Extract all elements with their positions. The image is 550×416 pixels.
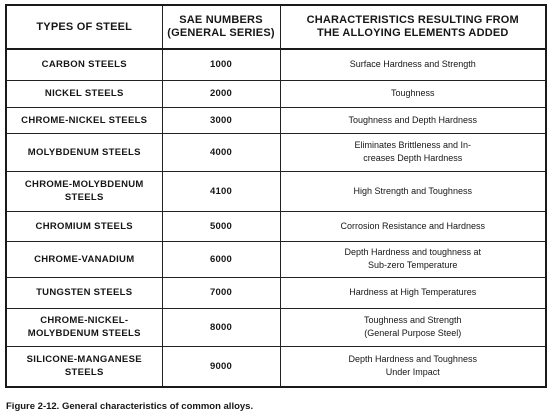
characteristics-cell: Depth Hardness and toughness at Sub-zero Temperature [280,241,546,277]
steel-type-cell: CHROME-VANADIUM [6,241,162,277]
table-row [6,171,546,211]
sae-number-cell: 4100 [162,171,280,211]
table-row [6,308,546,346]
characteristics-cell: Depth Hardness and Toughness Under Impact [280,346,546,387]
table-row [6,80,546,107]
characteristics-cell: Hardness at High Temperatures [280,277,546,308]
steel-type-cell: TUNGSTEN STEELS [6,277,162,308]
steel-type-cell: CARBON STEELS [6,49,162,80]
characteristics-cell: Toughness and Depth Hardness [280,107,546,133]
steel-type-cell: CHROMIUM STEELS [6,211,162,241]
table-row [6,346,546,387]
steel-type-cell: NICKEL STEELS [6,80,162,107]
characteristics-cell: Toughness and Strength (General Purpose Steel) [280,308,546,346]
characteristics-cell: Corrosion Resistance and Hardness [280,211,546,241]
figure-caption: Figure 2-12. General characteristics of common alloys. [6,401,254,412]
sae-number-cell: 1000 [162,49,280,80]
sae-number-cell: 8000 [162,308,280,346]
table-row [6,277,546,308]
steel-type-cell: MOLYBDENUM STEELS [6,133,162,171]
sae-number-cell: 9000 [162,346,280,387]
steel-type-cell: CHROME-MOLYBDENUM STEELS [6,171,162,211]
steel-type-cell: CHROME-NICKEL- MOLYBDENUM STEELS [6,308,162,346]
table-row [6,211,546,241]
alloy-characteristics-table [5,4,547,388]
header-row [6,5,546,49]
steel-type-cell: SILICONE-MANGANESE STEELS [6,346,162,387]
characteristics-cell: High Strength and Toughness [280,171,546,211]
sae-number-cell: 7000 [162,277,280,308]
table-row [6,49,546,80]
header-sae-numbers: SAE NUMBERS (GENERAL SERIES) [162,5,280,49]
table-row [6,107,546,133]
header-types-of-steel: TYPES OF STEEL [6,5,162,49]
sae-number-cell: 3000 [162,107,280,133]
sae-number-cell: 4000 [162,133,280,171]
header-characteristics: CHARACTERISTICS RESULTING FROM THE ALLOYING ELEMENTS ADDED [280,5,546,49]
steel-type-cell: CHROME-NICKEL STEELS [6,107,162,133]
characteristics-cell: Surface Hardness and Strength [280,49,546,80]
table-row [6,241,546,277]
table-row [6,133,546,171]
characteristics-cell: Eliminates Brittleness and In- creases Depth Hardness [280,133,546,171]
sae-number-cell: 2000 [162,80,280,107]
sae-number-cell: 5000 [162,211,280,241]
characteristics-cell: Toughness [280,80,546,107]
sae-number-cell: 6000 [162,241,280,277]
